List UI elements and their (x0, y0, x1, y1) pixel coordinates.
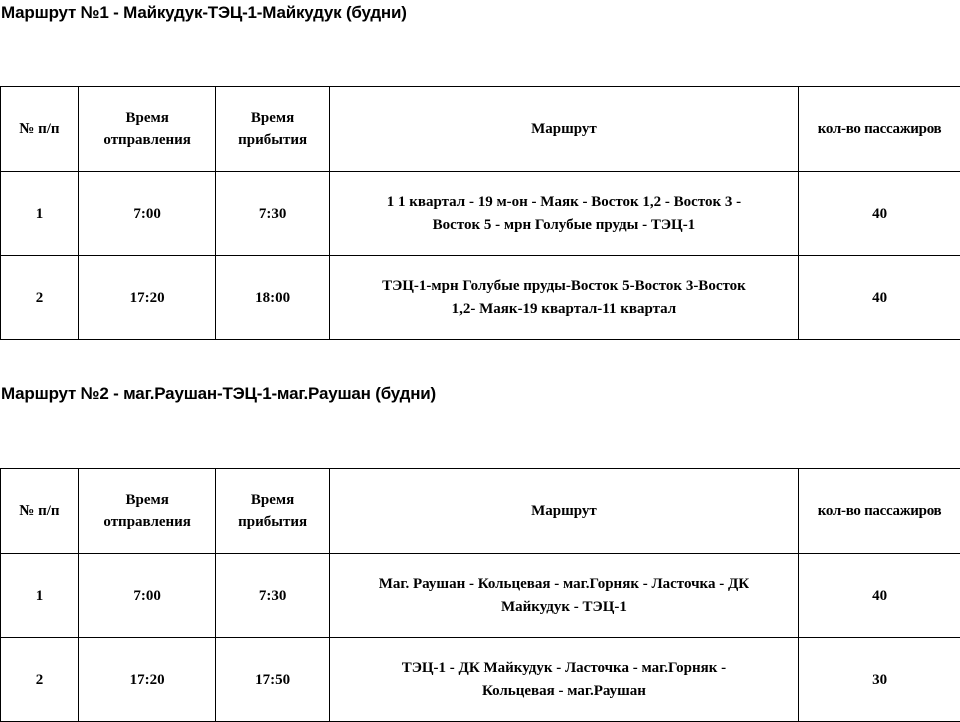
cell-arrival: 17:50 (216, 638, 329, 722)
cell-route: ТЭЦ-1-мрн Голубые пруды-Восток 5-Восток 3-Восток 1,2- Маяк-19 квартал-11 квартал (329, 256, 798, 340)
header-route: Маршрут (329, 87, 798, 172)
cell-departure: 7:00 (78, 172, 216, 256)
cell-departure: 7:00 (78, 554, 216, 638)
route-2-title: Маршрут №2 - маг.Раушан-ТЭЦ-1-маг.Раушан (будни) (1, 384, 436, 404)
header-departure-time: Время отправления (78, 87, 216, 172)
table-row (1, 638, 960, 722)
cell-route: Маг. Раушан - Кольцевая - маг.Горняк - Ласточка - ДК Майкудук - ТЭЦ-1 (329, 554, 798, 638)
header-arrival-time: Время прибытия (216, 469, 329, 554)
cell-arrival: 7:30 (216, 554, 329, 638)
header-departure-time: Время отправления (78, 469, 216, 554)
table-row (1, 172, 960, 256)
cell-arrival: 7:30 (216, 172, 329, 256)
table-row (1, 256, 960, 340)
cell-passengers: 40 (799, 256, 960, 340)
cell-number: 1 (1, 172, 79, 256)
cell-arrival: 18:00 (216, 256, 329, 340)
header-passengers: кол-во пассажиров (799, 469, 960, 554)
cell-number: 2 (1, 638, 79, 722)
cell-route: 1 1 квартал - 19 м-он - Маяк - Восток 1,2 - Восток 3 - Восток 5 - мрн Голубые пруды - ТЭЦ-1 (329, 172, 798, 256)
table-header-row (1, 87, 960, 172)
header-number: № п/п (1, 469, 79, 554)
header-arrival-time: Время прибытия (216, 87, 329, 172)
cell-number: 1 (1, 554, 79, 638)
cell-departure: 17:20 (78, 256, 216, 340)
cell-passengers: 40 (799, 554, 960, 638)
route-2-schedule-table (0, 468, 960, 722)
cell-passengers: 40 (799, 172, 960, 256)
header-number: № п/п (1, 87, 79, 172)
cell-number: 2 (1, 256, 79, 340)
cell-departure: 17:20 (78, 638, 216, 722)
cell-route: ТЭЦ-1 - ДК Майкудук - Ласточка - маг.Горняк - Кольцевая - маг.Раушан (329, 638, 798, 722)
table-row (1, 554, 960, 638)
route-1-schedule-table (0, 86, 960, 340)
table-header-row (1, 469, 960, 554)
header-passengers: кол-во пассажиров (799, 87, 960, 172)
header-route: Маршрут (329, 469, 798, 554)
route-1-title: Маршрут №1 - Майкудук-ТЭЦ-1-Майкудук (будни) (1, 3, 407, 23)
cell-passengers: 30 (799, 638, 960, 722)
